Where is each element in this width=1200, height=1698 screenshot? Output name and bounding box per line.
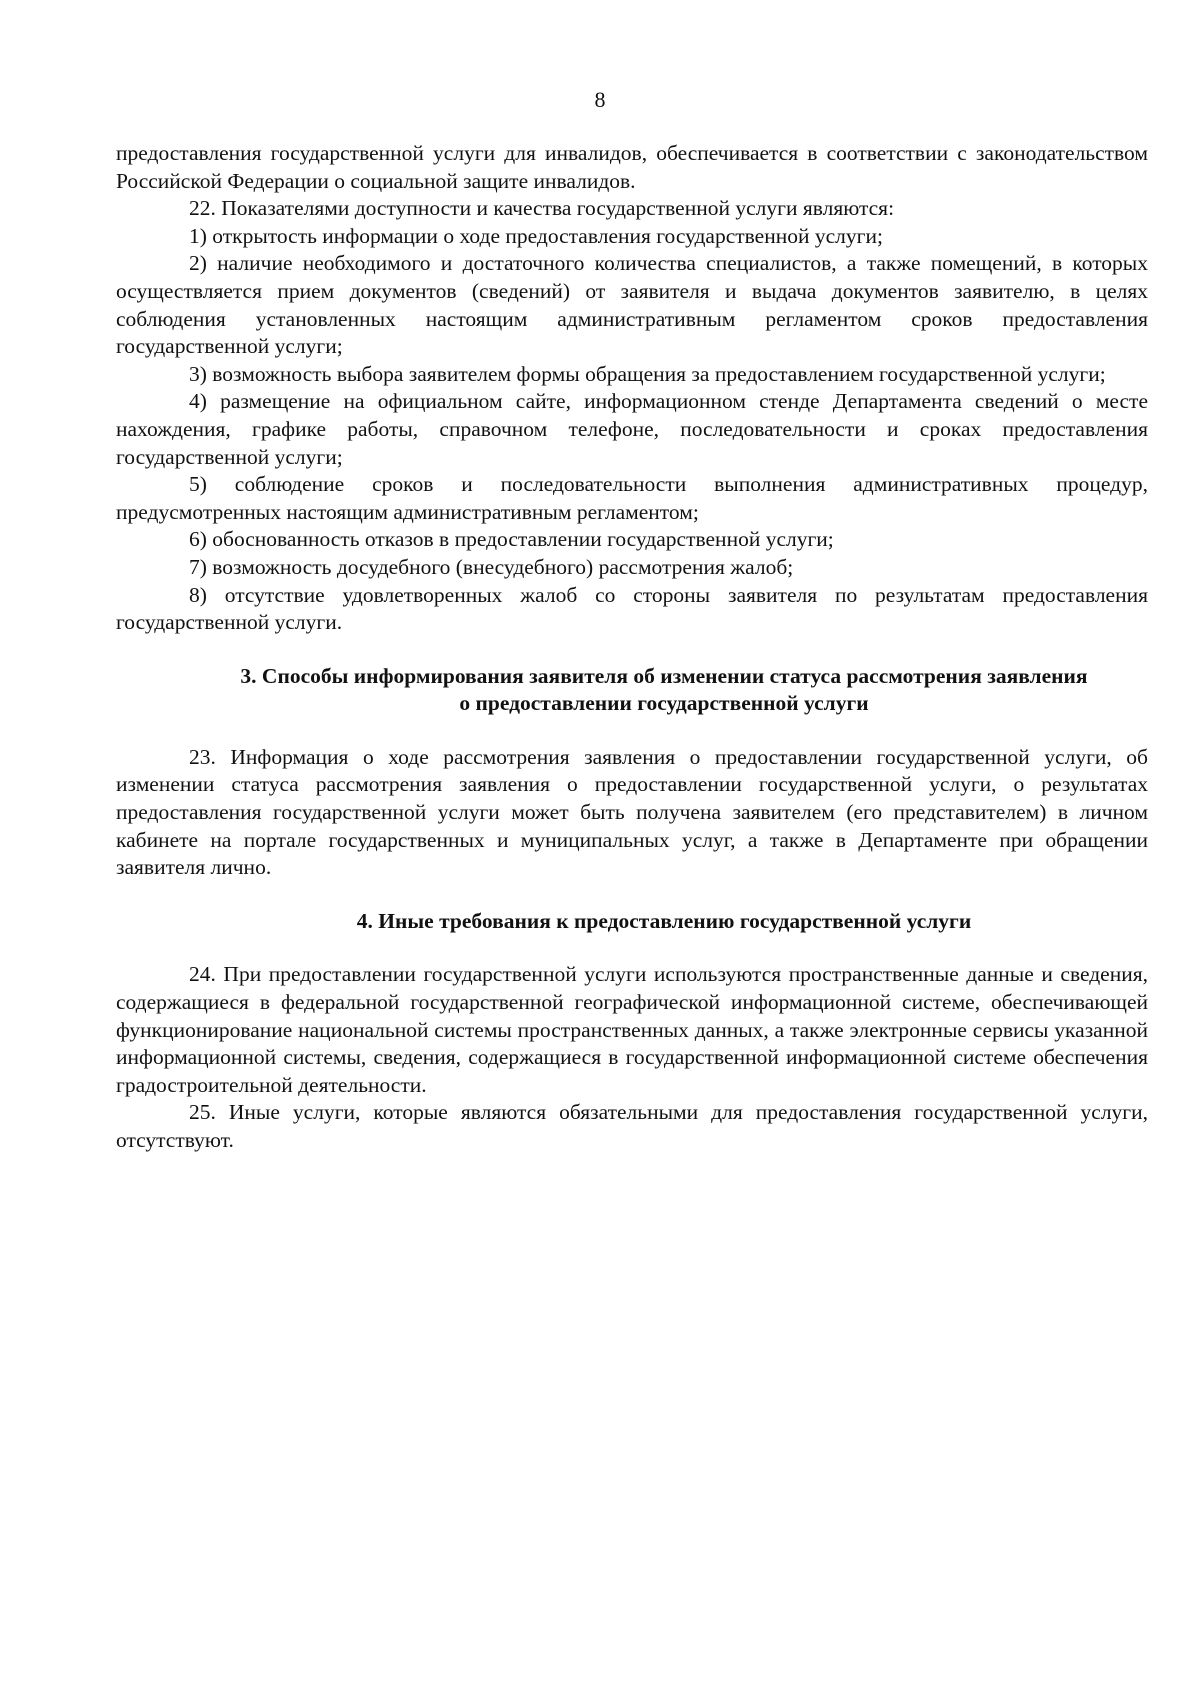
paragraph-22: 22. Показателями доступности и качества государственной услуги являются: <box>189 196 895 221</box>
list-item-1: 1) открытость информации о ходе предоставления государственной услуги; <box>189 223 883 248</box>
list-item-5: 5) соблюдение сроков и последовательности выполнения административных процедур, предусмотренных настоящим административным регламентом; <box>116 472 1148 524</box>
list-item-4: 4) размещение на официальном сайте, информационном стенде Департамента сведений о месте нахождения, графике работы, справочном телефоне, последовательности и сроках предоставления государственной услуги; <box>116 389 1148 469</box>
list-item-7: 7) возможность досудебного (внесудебного) рассмотрения жалоб; <box>189 554 794 579</box>
document-body <box>116 140 1148 1155</box>
list-item-8: 8) отсутствие удовлетворенных жалоб со стороны заявителя по результатам предоставления государственной услуги. <box>116 582 1148 635</box>
section-3-heading <box>116 663 1148 718</box>
section-3-heading-line-2: о предоставлении государственной услуги <box>459 691 869 716</box>
paragraph-continuation: предоставления государственной услуги для инвалидов, обеспечивается в соответствии с законодательством Российской Федерации о социальной защите инвалидов. <box>116 141 1148 193</box>
paragraph-23: 23. Информация о ходе рассмотрения заявления о предоставлении государственной услуги, об изменении статуса рассмотрения заявления о предоставлении государственной услуги, о результатах предоставления государственной услуги может быть получена заявителем (его представителем) в личном кабинете на портале государственных и муниципальных услуг, а также в Департаменте при обращении заявителя лично. <box>116 744 1148 880</box>
section-4-heading-line: 4. Иные требования к предоставлению государственной услуги <box>356 908 972 933</box>
list-item-6: 6) обоснованность отказов в предоставлении государственной услуги; <box>189 527 834 552</box>
section-3-heading-line-1: 3. Способы информирования заявителя об изменении статуса рассмотрения заявления <box>240 663 1088 688</box>
section-4-heading <box>116 908 1148 936</box>
list-item-3: 3) возможность выбора заявителем формы обращения за предоставлением государственной услуги; <box>189 361 1106 386</box>
page-number: 8 <box>594 87 606 112</box>
paragraph-24: 24. При предоставлении государственной услуги используются пространственные данные и сведения, содержащиеся в федеральной государственной географической информационной системе, обеспечивающей функционирование национальной системы пространственных данных, а также электронные сервисы указанной информационной системы, сведения, содержащиеся в государственной информационной системе обеспечения градостроительной деятельности. <box>116 962 1148 1097</box>
list-item-2: 2) наличие необходимого и достаточного количества специалистов, а также помещений, в которых осуществляется прием документов (сведений) от заявителя и выдача документов заявителю, в целях соблюдения установленных настоящим административным регламентом сроков предоставления государственной услуги; <box>116 251 1148 359</box>
paragraph-25: 25. Иные услуги, которые являются обязательными для предоставления государственной услуги, отсутствуют. <box>116 1100 1148 1152</box>
